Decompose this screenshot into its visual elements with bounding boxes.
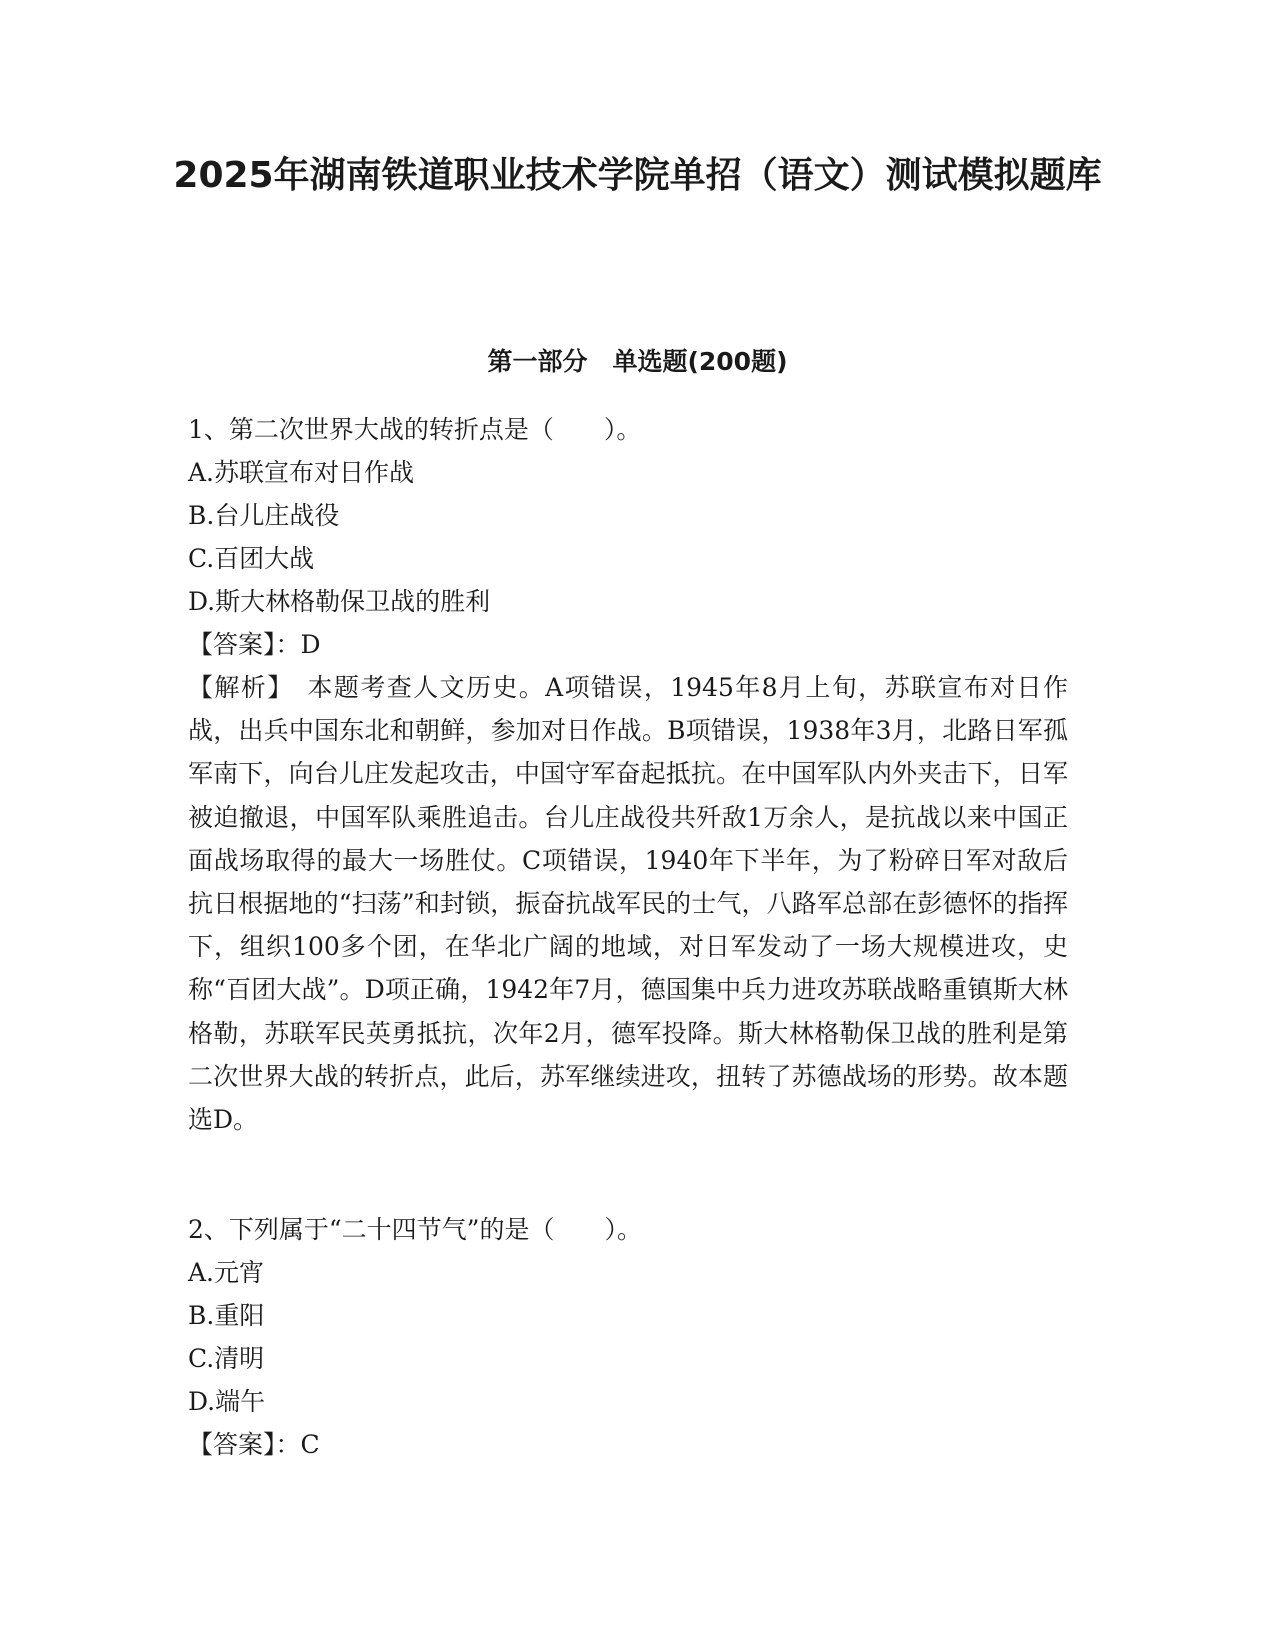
answer-label: 【答案】：	[188, 630, 301, 659]
analysis-text: 本题考查人文历史。A项错误，1945年8月上旬，苏联宣布对日作战，出兵中国东北和朝鲜，参加对日作战。B项错误，1938年3月，北路日军孤军南下，向台儿庄发起攻击，中国守军奋起抵抗。在中国军队内外夹击下，日军被迫撤退，中国军队乘胜追击。台儿庄战役共歼敌1万余人，是抗战以来中国正面战场取得的最大一场胜仗。C项错误，1940年下半年，为了粉碎日军对敌后抗日根据地的“扫荡”和封锁，振奋抗战军民的士气，八路军总部在彭德怀的指挥下，组织100多个团，在华北广阔的地域，对日军发动了一场大规模进攻，史称“百团大战”。D项正确，1942年7月，德国集中兵力进攻苏联战略重镇斯大林格勒，苏联军民英勇抵抗，次年2月，德军投降。斯大林格勒保卫战的胜利是第二次世界大战的转折点，此后，苏军继续进攻，扭转了苏德战场的形势。故本题选D。	[188, 673, 1068, 1135]
answer-line	[188, 1423, 1068, 1466]
answer-value: D	[300, 630, 321, 659]
question-stem: 2、下列属于“二十四节气”的是（ ）。	[188, 1215, 642, 1244]
question-1	[188, 408, 1068, 1141]
option-c: C.百团大战	[188, 544, 315, 573]
option-c: C.清明	[188, 1344, 265, 1373]
option-d: D.端午	[188, 1387, 266, 1416]
answer-label: 【答案】：	[188, 1430, 301, 1459]
answer-line	[188, 623, 1068, 666]
question-stem: 1、第二次世界大战的转折点是（ ）。	[188, 415, 642, 444]
option-b: B.台儿庄战役	[188, 501, 340, 530]
option-d: D.斯大林格勒保卫战的胜利	[188, 587, 491, 616]
answer-value: C	[300, 1430, 320, 1459]
analysis-label: 【解析】	[188, 673, 282, 702]
analysis-paragraph	[188, 666, 1068, 1141]
question-2	[188, 1208, 1068, 1466]
option-b: B.重阳	[188, 1301, 265, 1330]
option-a: A.苏联宣布对日作战	[188, 458, 415, 487]
document-title: 2025年湖南铁道职业技术学院单招（语文）测试模拟题库	[173, 155, 1102, 196]
option-a: A.元宵	[188, 1258, 265, 1287]
section-heading: 第一部分 单选题(200题)	[487, 347, 788, 376]
